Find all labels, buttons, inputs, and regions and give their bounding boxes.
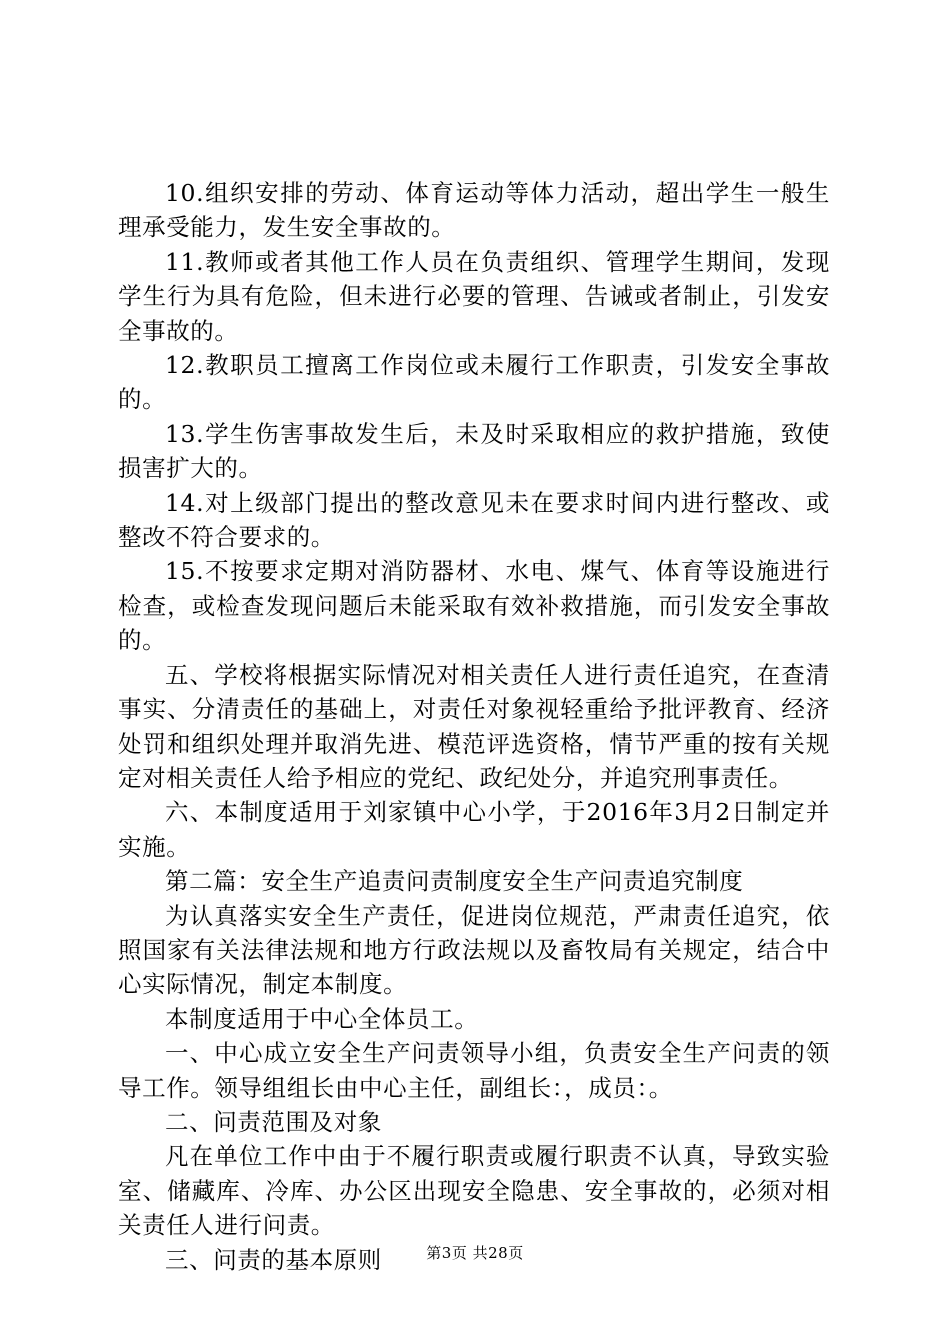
paragraph-article-2-body: 凡在单位工作中由于不履行职责或履行职责不认真，导致实验室、储藏库、冷库、办公区出现安全隐患、安全事故的，必须对相关责任人进行问责。 [118,1142,830,1240]
chapter-heading: 第二篇：安全生产追责问责制度安全生产问责追究制度 [165,867,744,896]
paragraph-item-11: 11.教师或者其他工作人员在负责组织、管理学生期间，发现学生行为具有危险，但未进行必要的管理、告诫或者制止，引发安全事故的。 [118,247,830,345]
paragraph-item-13: 13.学生伤害事故发生后，未及时采取相应的救护措施，致使损害扩大的。 [118,419,830,483]
paragraph-item-10: 10.组织安排的劳动、体育运动等体力活动，超出学生一般生理承受能力，发生安全事故的。 [118,179,830,242]
paragraph-item-14: 14.对上级部门提出的整改意见未在要求时间内进行整改、或整改不符合要求的。 [118,488,830,552]
paragraph-section-6: 六、本制度适用于刘家镇中心小学，于2016年3月2日制定并实施。 [118,798,830,861]
paragraph-item-15: 15.不按要求定期对消防器材、水电、煤气、体育等设施进行检查，或检查发现问题后未能采取有效补救措施，而引发安全事故的。 [118,557,830,655]
document-body [118,176,830,1277]
paragraph-article-1: 一、中心成立安全生产问责领导小组，负责安全生产问责的领导工作。领导组组长由中心主任，副组长：，成员：。 [118,1039,830,1102]
page-number-footer: 第3页 共28页 [426,1244,524,1262]
heading-article-2: 二、问责范围及对象 [165,1107,382,1136]
paragraph-section-5: 五、学校将根据实际情况对相关责任人进行责任追究，在查清事实、分清责任的基础上，对责任对象视轻重给予批评教育、经济处罚和组织处理并取消先进、模范评选资格，情节严重的按有关规定对相关责任人给予相应的党纪、政纪处分，并追究刑事责任。 [118,660,830,792]
heading-article-3: 三、问责的基本原则 [165,1245,382,1274]
paragraph-item-12: 12.教职员工擅离工作岗位或未履行工作职责，引发安全事故的。 [118,351,830,414]
paragraph-intro: 为认真落实安全生产责任，促进岗位规范，严肃责任追究，依照国家有关法律法规和地方行政法规以及畜牧局有关规定，结合中心实际情况，制定本制度。 [118,901,830,999]
paragraph-scope: 本制度适用于中心全体员工。 [165,1004,479,1033]
